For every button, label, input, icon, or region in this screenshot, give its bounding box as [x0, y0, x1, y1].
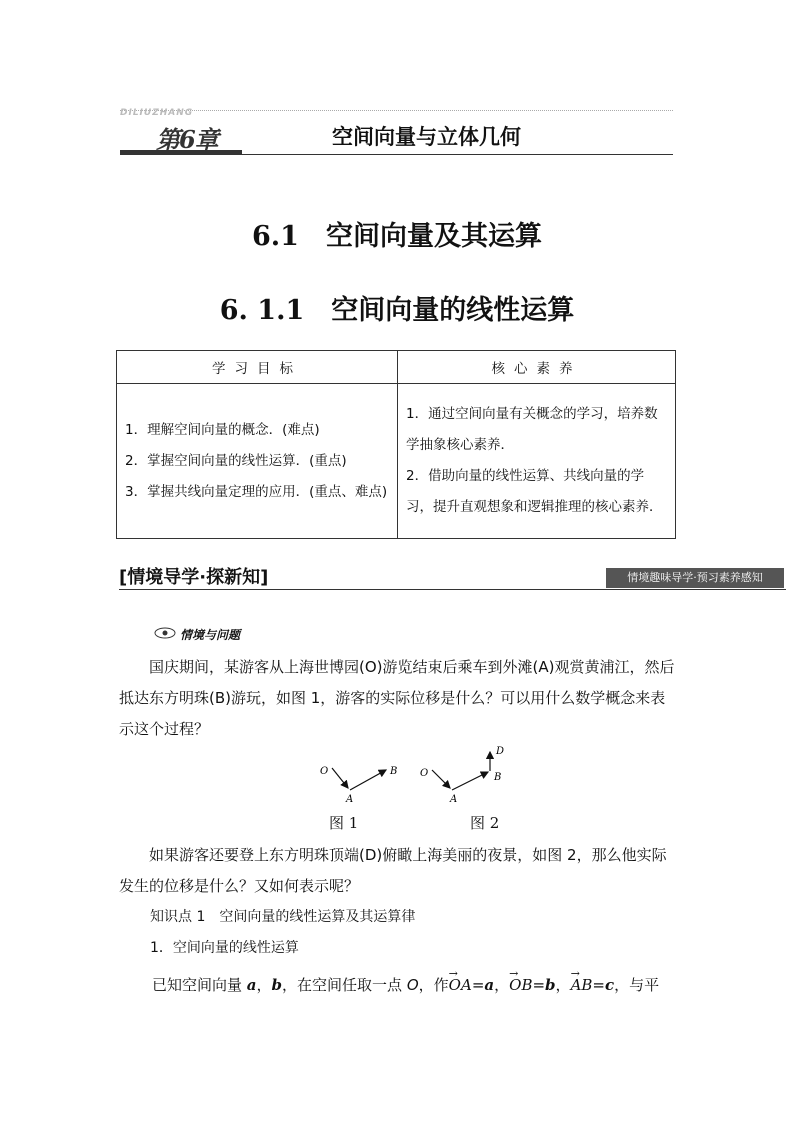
situation-heading-text: 情境与问题	[180, 628, 241, 642]
fig2-label-O: O	[420, 768, 429, 779]
core-literacy-cell	[398, 384, 676, 539]
vector-definition-line: 已知空间向量 a，b，在空间任取一点 O，作→ OA=a，→ OB=b，→ AB=c，与平	[152, 970, 682, 1001]
vec-a-2: a	[484, 976, 495, 994]
text-make: ，作	[418, 976, 449, 994]
vec-b: b	[271, 976, 283, 994]
knowledge-subheading-1: 1．空间向量的线性运算	[150, 940, 299, 956]
section-title-6-1-1: 6. 1.1 空间向量的线性运算	[219, 295, 575, 326]
fig1-label-O: O	[320, 766, 329, 777]
section-title-6-1: 6.1 空间向量及其运算	[252, 221, 542, 252]
goals-table	[116, 350, 676, 539]
fig2-vector-AB	[452, 772, 488, 790]
figures-diagram	[300, 740, 530, 810]
knowledge-point-1: 知识点 1 空间向量的线性运算及其运算律	[150, 909, 416, 925]
chapter-title: 空间向量与立体几何	[332, 125, 521, 149]
vec-a: a	[246, 976, 257, 994]
text-mid: ，在空间任取一点	[282, 976, 403, 994]
fig2-label-A: A	[450, 794, 458, 805]
fig2-vector-OA	[432, 770, 450, 788]
chapter-pinyin: DILIUZHANG	[120, 108, 194, 118]
situation-heading	[154, 626, 240, 643]
vec-b-2: b	[545, 976, 556, 994]
fig1-label-B: B	[390, 766, 398, 777]
vec-c: c	[605, 976, 615, 994]
core-literacy-header: 核心素养	[398, 351, 676, 384]
goal-item: 3．掌握共线向量定理的应用．(重点、难点)	[125, 483, 388, 500]
banner-rule	[119, 589, 786, 590]
goals-header: 学习目标	[117, 351, 398, 384]
fig2-caption: 图 2	[470, 814, 500, 832]
fig1-vector-OA	[332, 768, 348, 788]
fig1-caption: 图 1	[329, 814, 359, 832]
goal-item: 2．掌握空间向量的线性运算．(重点)	[125, 452, 347, 469]
text-end: ，与平	[614, 976, 660, 994]
vector-OB: → OB	[509, 970, 532, 1001]
literacy-item: 1．通过空间向量有关概念的学习，培养数学抽象核心素养．	[406, 406, 658, 453]
fig2-label-B: B	[494, 772, 502, 783]
goals-cell	[117, 384, 398, 539]
text-prefix: 已知空间向量	[152, 976, 243, 994]
literacy-item: 2．借助向量的线性运算、共线向量的学习，提升直观想象和逻辑推理的核心素养．	[406, 468, 663, 515]
chapter-label: 第6章	[156, 125, 218, 154]
header-rule	[120, 154, 673, 155]
banner-title: [情境导学·探新知]	[119, 567, 269, 588]
header-dotted-line	[120, 110, 673, 111]
vector-AB: → AB	[571, 970, 593, 1001]
vector-OA: → OA	[449, 970, 472, 1001]
situation-paragraph-1: 国庆期间，某游客从上海世博园(O)游览结束后乘车到外滩(A)观赏黄浦江，然后抵达东方明珠(B)游玩，如图 1，游客的实际位移是什么？可以用什么数学概念来表示这个过程？	[119, 658, 675, 738]
point-O: O	[406, 976, 419, 994]
banner-tag: 情境趣味导学·预习素养感知	[606, 568, 784, 588]
fig2-label-D: D	[496, 746, 505, 757]
fig1-vector-AB	[350, 770, 386, 790]
fig1-label-A: A	[346, 794, 354, 805]
lightbulb-icon	[154, 627, 176, 642]
goal-item: 1．理解空间向量的概念．(难点)	[125, 421, 320, 438]
situation-paragraph-2: 如果游客还要登上东方明珠顶端(D)俯瞰上海美丽的夜景，如图 2，那么他实际发生的位移是什么？又如何表示呢？	[119, 846, 667, 895]
